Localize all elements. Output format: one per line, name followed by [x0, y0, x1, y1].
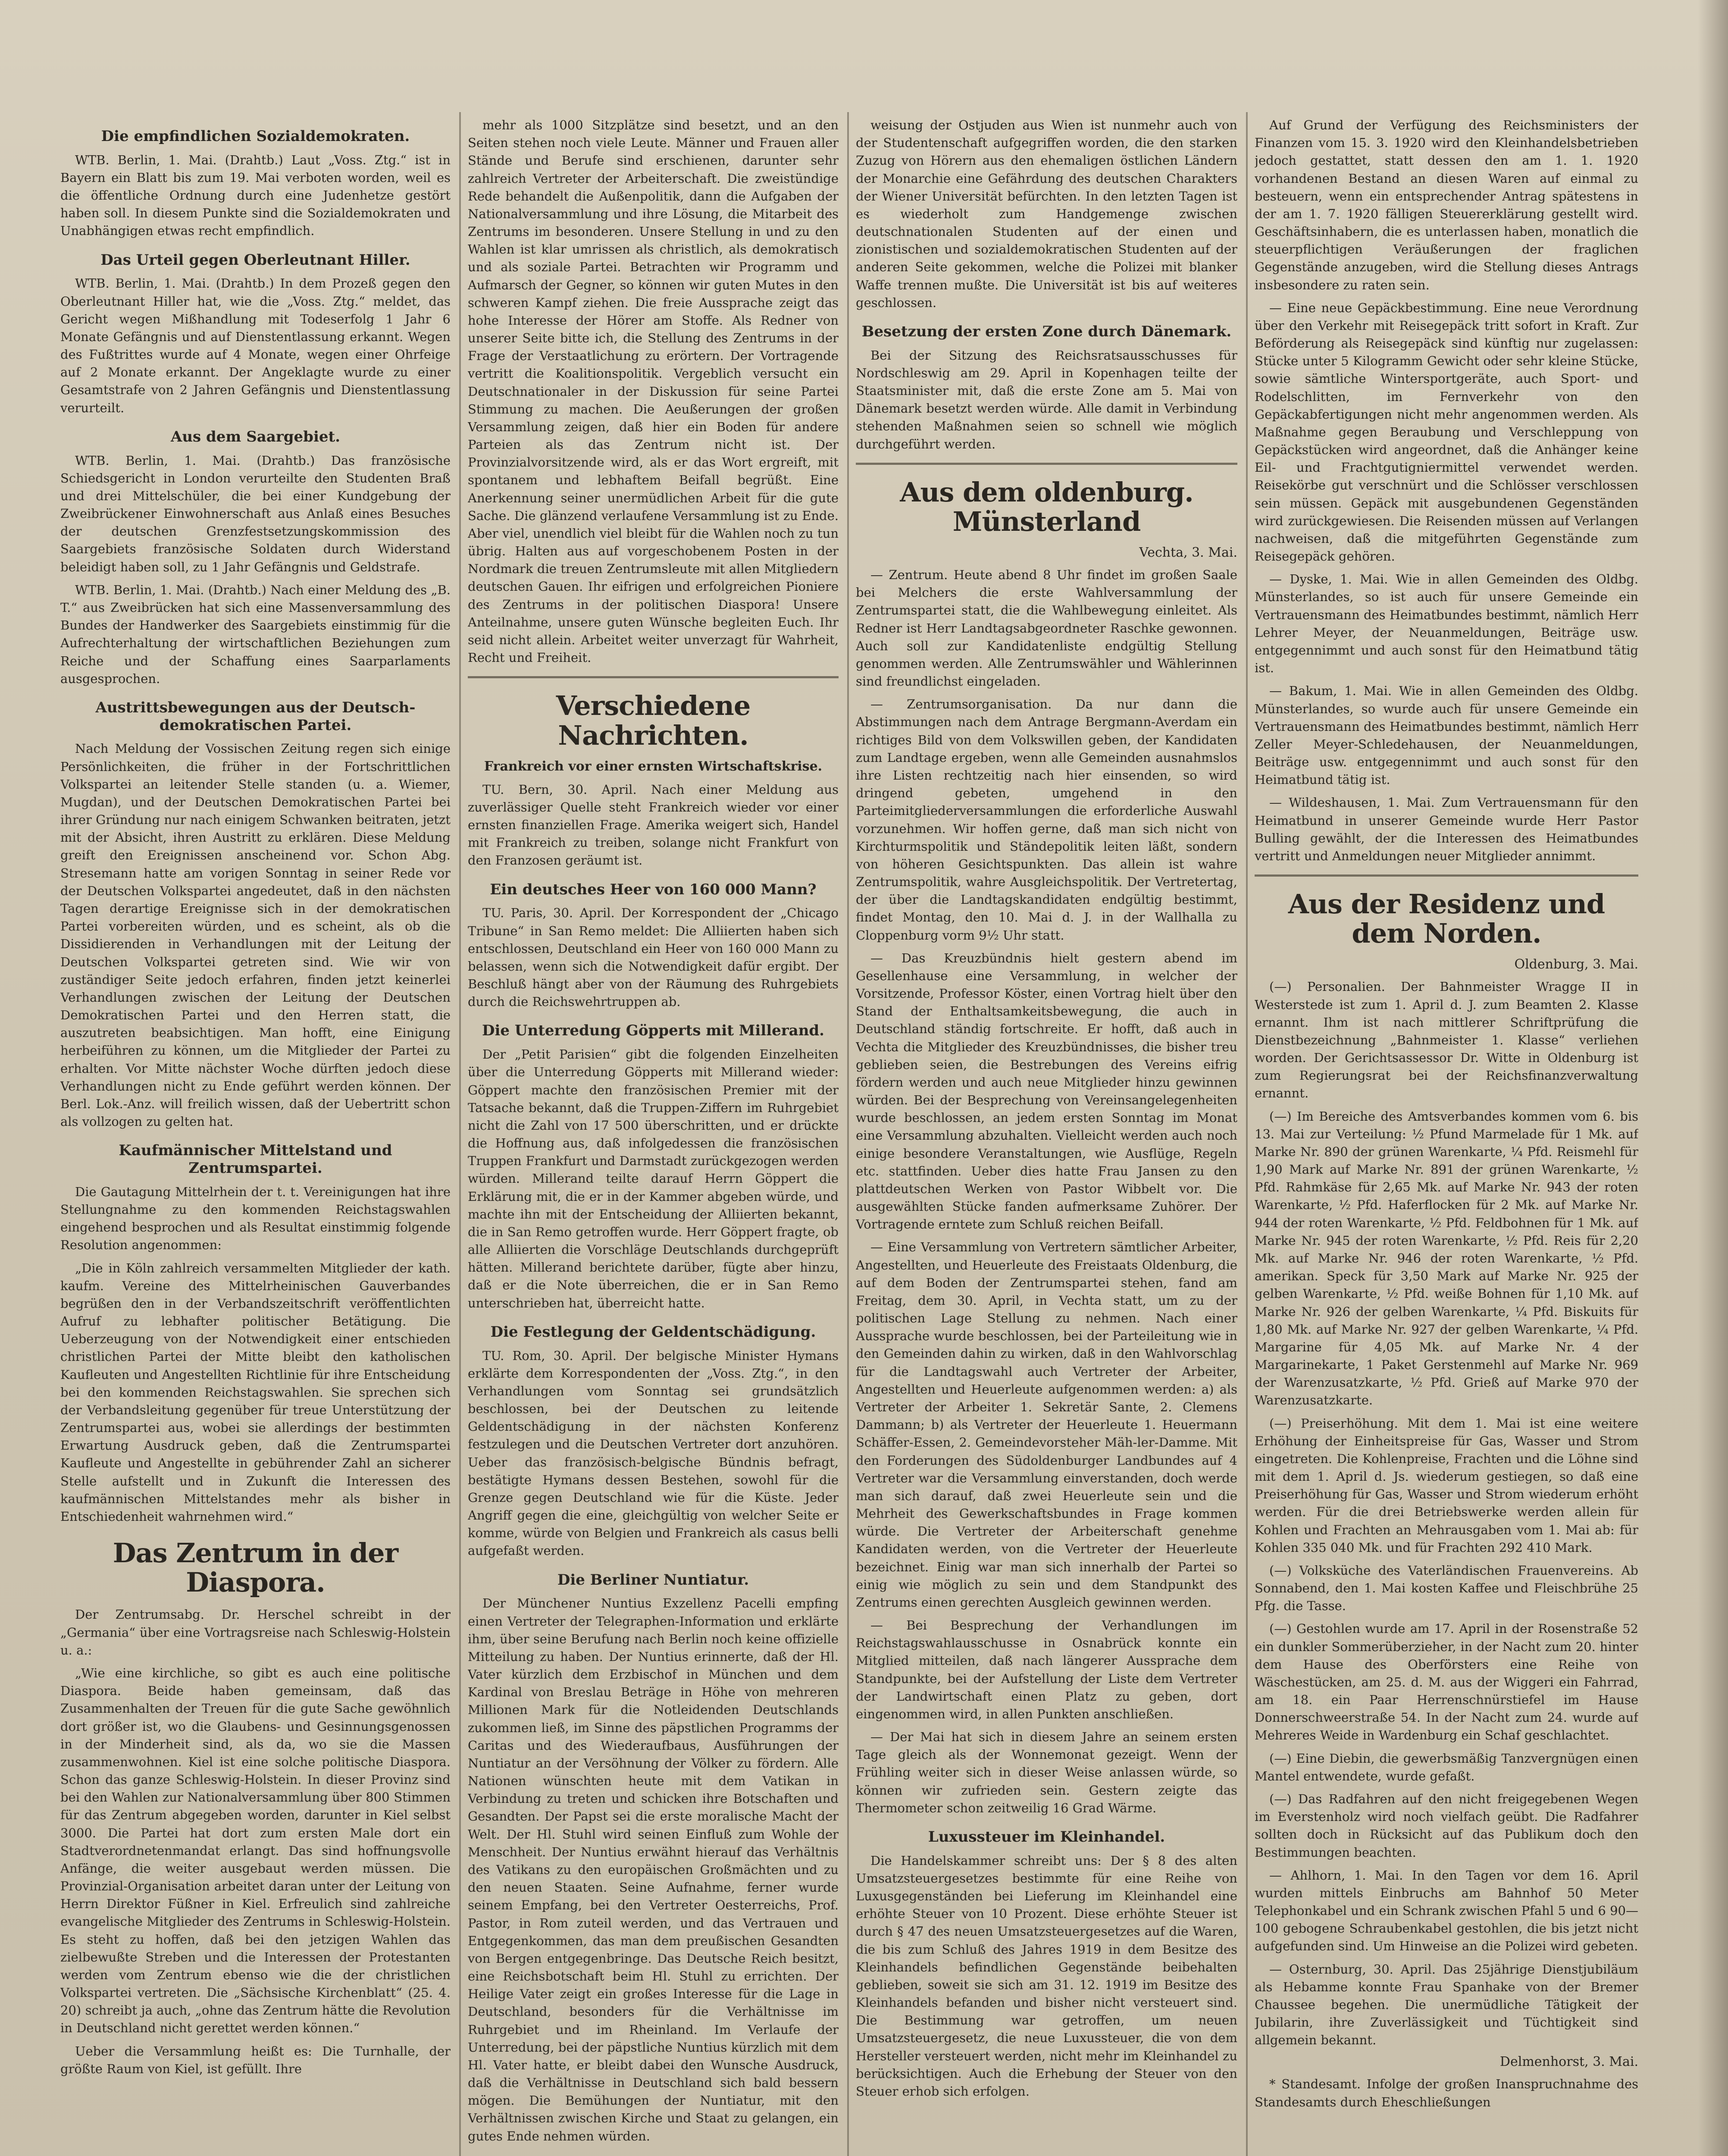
article-paragraph: weisung der Ostjuden aus Wien ist nunmehr auch von der Studentenschaft aufgegriffen worden, die den starken Zuzug von Hörern aus den ehemaligen östlichen Ländern der Monarchie eine Gefährdung des deutschen Charakters der Wiener Universität befürchten. In den letzten Tagen ist es wiederholt zum Handgemenge zwischen deutschnationalen Studenten auf der einen und zionistischen und sozialdemokratischen Studenten auf der anderen Seite gekommen, welche die Polizei mit blanker Waffe trennen mußte. Die Universität ist bis auf weiteres geschlossen. [856, 118, 1237, 310]
article-paragraph: (—) Volksküche des Vaterländischen Frauenvereins. Ab Sonnabend, den 1. Mai kosten Kaffee und Fleischbrühe 25 Pfg. die Tasse. [1255, 1563, 1638, 1614]
column-divider [847, 112, 849, 2156]
article-heading: Aus dem Saargebiet. [170, 428, 341, 445]
article-heading: Die Unterredung Göpperts mit Millerand. [482, 1022, 825, 1040]
article-heading: Das Urteil gegen Oberleutnant Hiller. [100, 251, 410, 269]
article-heading: Die Berliner Nuntiatur. [557, 1571, 749, 1589]
article-paragraph: mehr als 1000 Sitzplätze sind besetzt, und an den Seiten stehen noch viele Leute. Männer und Frauen aller Stände und Berufe sind erschienen, darunter sehr zahlreich Vertreter der Arbeiterschaft. Die zweistündige Rede behandelt die Außenpolitik, dann die Aufgaben der Nationalversammlung und ihre Lösung, die Mitarbeit des Zentrums im besonderen. Unsere Stellung in und zu den Wahlen ist klar umrissen als christlich, als demokratisch und als soziale Partei. Betrachten wir Programm und Aufmarsch der Gegner, so können wir guten Mutes in den schweren Kampf ziehen. Die freie Aussprache zeigt das hohe Interesse der Hörer am Stoffe. Als Redner von unserer Seite bitte ich, die Stellung des Zentrums in der Frage der Verstaatlichung zu erörtern. Der Vortragende vertritt die Koalitionspolitik. Vergeblich versucht ein Deutschnationaler in der Diskussion für seine Partei Stimmung zu machen. Die Aeußerungen der großen Versammlung zeigen, daß hier ein Boden für andere Parteien als das Zentrum nicht ist. Der Provinzialvorsitzende wird, als er das Wort ergreift, mit spontanem und lebhaftem Beifall begrüßt. Eine Anerkennung seiner unermüdlichen Arbeit für die gute Sache. Die glänzend verlaufene Versammlung ist zu Ende. Aber viel, unendlich viel bleibt für die Wahlen noch zu tun übrig. Halten aus auf vorgeschobenem Posten in der Nordmark die treuen Zentrumsleute mit allen Mitgliedern deutschen Gauen. Ihr eifrigen und erfolgreichen Pioniere des Zentrums in der politischen Diaspora! Unsere Anteilnahme, unsere guten Wünsche begleiten Euch. Ihr seid nicht allein. Arbeitet weiter unverzagt für Wahrheit, Recht und Freiheit. [468, 118, 839, 665]
article-paragraph: WTB. Berlin, 1. Mai. (Drahtb.) In dem Prozeß gegen den Oberleutnant Hiller hat, wie die „Voss. Ztg.“ meldet, das Gericht wegen Mißhandlung mit Todeserfolg 1 Jahr 6 Monate Gefängnis und auf Dienstentlassung erkannt. Wegen des Fußtrittes wurde auf 4 Monate, wegen einer Ohrfeige auf 2 Monate erkannt. Der Angeklagte wurde zu einer Gesamtstrafe von 2 Jahren Gefängnis und Dienstentlassung verurteilt. [60, 276, 451, 415]
article-paragraph: — Zentrum. Heute abend 8 Uhr findet im großen Saale bei Melchers die erste Wahlversammlung der Zentrumspartei statt, die die Wahlbewegung einleitet. Als Redner ist Herr Landtagsabgeordneter Raschke gewonnen. Auch soll zur Kandidatenliste endgültig Stellung genommen werden. Alle Zentrumswähler und Wählerinnen sind freundlichst eingeladen. [856, 567, 1237, 689]
page-shadow [1698, 0, 1728, 2156]
article-paragraph: — Ahlhorn, 1. Mai. In den Tagen vor dem 16. April wurden mittels Einbruchs am Bahnhof 50 Meter Telephonkabel und ein Schrank zwischen Pfahl 5 und 6 90—100 gebogene Schraubenkabel gestohlen, die bis jetzt nicht aufgefunden sind. Um Hinweise an die Polizei wird gebeten. [1255, 1868, 1638, 1954]
article-paragraph: — Zentrumsorganisation. Da nur dann die Abstimmungen nach dem Antrage Bergmann-Averdam ein richtiges Bild von dem Volkswillen geben, der Kandidaten zum Landtage ergeben, wenn alle Gemeinden ausnahmslos ihre Listen rechtzeitig nach hier einsenden, so wird dringend gebeten, umgehend in den Parteimitgliederversammlungen die erforderliche Auswahl vorzunehmen. Wir hoffen gerne, daß man sich nicht von Kirchturmspolitik und Ständepolitik leiten läßt, sondern von höheren Gesichtspunkten. Das allein ist wahre Zentrumspolitik, wahre Ausgleichspolitik. Der Vertretertag, der über die Landtagskandidaten endgültig bestimmt, findet Montag, den 10. Mai d. J. in der Wallhalla zu Cloppenburg vorm 9½ Uhr statt. [856, 697, 1237, 943]
article-paragraph: WTB. Berlin, 1. Mai. (Drahtb.) Das französische Schiedsgericht in London verurteilte den Studenten Braß und drei Mittelschüler, die bei einer Kundgebung der Zweibrückener Einwohnerschaft aus Anlaß eines Besuches der deutschen Grenzfestsetzungskommission des Saargebiets französische Soldaten durch Widerstand beleidigt haben soll, zu 1 Jahr Gefängnis und Geldstrafe. [60, 453, 451, 574]
article-paragraph: Nach Meldung der Vossischen Zeitung regen sich einige Persönlichkeiten, die früher in der Fortschrittlichen Volkspartei an leitender Stelle standen (u. a. Wiemer, Mugdan), und der Deutschen Demokratischen Partei bei ihrer Gründung nur nach einigem Schwanken beitraten, jetzt mit der Absicht, ihren Austritt zu erklären. Diese Meldung greift den Ereignissen anscheinend vor. Schon Abg. Stresemann hatte am vorigen Sonntag in seiner Rede vor der Deutschen Volkspartei angedeutet, daß in den nächsten Tagen derartige Ereignisse sich in der demokratischen Partei vorbereiten würden, und es scheint, als ob die Dissidierenden in Verhandlungen mit der Leitung der Deutschen Volkspartei getreten sind. Wie wir von zuständiger Seite jedoch erfahren, finden jetzt keinerlei Verhandlungen zwischen der Leitung der Deutschen Demokratischen Partei und den Herren statt, die auszutreten beabsichtigen. Man hofft, eine Einigung herbeiführen zu können, um die Mitglieder der Partei zu erhalten. Vor Mitte nächster Woche dürften jedoch diese Verhandlungen nicht zu Ende geführt werden können. Der Berl. Lok.-Anz. will freilich wissen, daß der Uebertritt schon als vollzogen zu gelten hat. [60, 741, 451, 1129]
article-paragraph: — Das Kreuzbündnis hielt gestern abend im Gesellenhause eine Versammlung, in welcher der Vorsitzende, Professor Köster, einen Vortrag hielt über den Stand der Enthaltsamkeitsbewegung, die auch in Deutschland ständig fortschreite. Er hofft, daß auch in Vechta die Mitglieder des Kreuzbündnisses, die bisher treu geblieben seien, die Bestrebungen des Vereins eifrig fördern werden und auch neue Mitglieder hinzu gewinnen würden. Bei der Besprechung von Vereinsangelegenheiten wurde beschlossen, an jedem ersten Sonntag im Monat eine Versammlung abzuhalten. Vielleicht werden auch noch einige besondere Veranstaltungen, wie Ausflüge, Regeln etc. stattfinden. Ueber dies hatte Frau Jansen zu den plattdeutschen Werken von Pastor Wibbelt vor. Die ausgewählten Stücke fanden aufmerksame Zuhörer. Der Vortragende erntete zum Schluß reichen Beifall. [856, 950, 1237, 1232]
column-1 [60, 116, 451, 2156]
article-paragraph: — Wildeshausen, 1. Mai. Zum Vertrauensmann für den Heimatbund in unserer Gemeinde wurde Herr Pastor Bulling gewählt, der die Interessen des Heimatbundes vertritt und Anmeldungen neuer Mitglieder annimmt. [1255, 795, 1638, 863]
column-3 [856, 116, 1237, 2156]
article-heading: Kaufmännischer Mittelstand und Zentrumspartei. [119, 1142, 392, 1177]
article-paragraph: (—) Im Bereiche des Amtsverbandes kommen vom 6. bis 13. Mai zur Verteilung: ½ Pfund Marmelade für 1 Mk. auf Marke Nr. 890 der grünen Warenkarte, ¼ Pfd. Reismehl für 1,90 Mark auf Marke Nr. 891 der grünen Warenkarte, ½ Pfd. Rahmkäse für 2,65 Mk. auf Marke Nr. 943 der roten Warenkarte, ½ Pfd. Haferflocken für 2 Mk. auf Marke Nr. 944 der roten Warenkarte, ½ Pfd. Feldbohnen für 1 Mk. auf Marke Nr. 945 der roten Warenkarte, ½ Pfd. Reis für 2,20 Mk. auf Marke Nr. 946 der roten Warenkarte, ½ Pfd. amerikan. Speck für 3,50 Mark auf Marke Nr. 925 der gelben Warenkarte, ½ Pfd. weiße Bohnen für 1,10 Mk. auf Marke Nr. 926 der gelben Warenkarte, ¼ Pfd. Biskuits für 1,80 Mk. auf Marke Nr. 927 der gelben Warenkarte, ¼ Pfd. Margarine für 4,05 Mk. auf Marke Nr. 4 der Margarinekarte, 1 Paket Gerstenmehl auf Marke Nr. 969 der Warenzusatzkarte, ½ Pfd. Grieß auf Marke 970 der Warenzusatzkarte. [1255, 1109, 1638, 1408]
article-paragraph: WTB. Berlin, 1. Mai. (Drahtb.) Nach einer Meldung des „B. T.“ aus Zweibrücken hat sich eine Massenversammlung des Bundes der Handwerker des Saargebiets einstimmig für die Aufrechterhaltung der wirtschaftlichen Beziehungen zum Reiche und der Schaffung eines Saarparlaments ausgesprochen. [60, 582, 451, 686]
column-4 [1255, 116, 1638, 2156]
article-subheading: Frankreich vor einer ernsten Wirtschaftskrise. [484, 758, 823, 774]
section-heading: Das Zentrum in der Diaspora. [113, 1537, 398, 1598]
article-paragraph: WTB. Berlin, 1. Mai. (Drahtb.) Laut „Voss. Ztg.“ ist in Bayern ein Blatt bis zum 19. Mai verboten worden, weil es die öffentliche Ordnung durch eine Judenhetze gestört haben soll. In diesem Punkte sind die Sozialdemokraten und Unabhängigen etwas recht empfindlich. [60, 152, 451, 238]
article-paragraph: Die Gautagung Mittelrhein der t. t. Vereinigungen hat ihre Stellungnahme zu den kommenden Reichstagswahlen eingehend besprochen und als Resultat einstimmig folgende Resolution angenommen: [60, 1184, 451, 1253]
article-paragraph: * Standesamt. Infolge der großen Inanspruchnahme des Standesamts durch Eheschließungen [1255, 2077, 1638, 2109]
article-paragraph: „Wie eine kirchliche, so gibt es auch eine politische Diaspora. Beide haben gemeinsam, daß das Zusammenhalten der Treuen für die gute Sache gewöhnlich dort größer ist, wo die Glaubens- und Gesinnungsgenossen in der Minderheit sind, als da, wo sie die Massen zusammenwohnen. Kiel ist eine solche politische Diaspora. Schon das ganze Schleswig-Holstein. In dieser Provinz sind bei den Wahlen zur Nationalversammlung über 800 Stimmen für das Zentrum abgegeben worden, darunter in Kiel selbst 3000. Die Partei hat dort zum ersten Male dort ein Stadtverordnetenmandat erlangt. Das sind hoffnungsvolle Anfänge, die weiter ausgebaut werden müssen. Die Provinzial-Organisation arbeitet daran unter der Leitung von Herrn Direktor Füßner in Kiel. Erfreulich sind zahlreiche evangelische Mitglieder des Zentrums in Schleswig-Holstein. Es steht zu hoffen, daß bei den jetzigen Wahlen das zielbewußte Streben und die Interessen der Protestanten werden vom Zentrum ebenso wie die der christlichen Volkspartei vertreten. Die „Sächsische Kirchenblatt“ (25. 4. 20) schreibt ja auch, „ohne das Zentrum hätte die Revolution in Deutschland nicht gerettet werden können.“ [60, 1665, 451, 2036]
section-heading: Aus der Residenz und dem Norden. [1288, 888, 1605, 950]
article-paragraph: Der „Petit Parisien“ gibt die folgenden Einzelheiten über die Unterredung Göpperts mit Millerand wieder: Göppert machte den französischen Premier mit der Tatsache bekannt, daß die Truppen-Ziffern im Ruhrgebiet nicht die Zahl von 17 500 überschritten, und er drückte die Hoffnung aus, daß infolgedessen die französischen Truppen Frankfurt und Darmstadt zurückgezogen werden würden. Millerand teilte darauf Herrn Göppert die Erklärung mit, die er in der Kammer abgeben würde, und machte ihn mit der Entscheidung der Alliierten bekannt, die in San Remo getroffen wurde. Herr Göppert fragte, ob alle Alliierten die Vorschläge Deutschlands durchgeprüft hätten. Millerand berichtete darüber, fügte aber hinzu, daß er die Note überreichen, die er in San Remo unterschrieben hat, überreicht hatte. [468, 1047, 839, 1310]
article-paragraph: TU. Bern, 30. April. Nach einer Meldung aus zuverlässiger Quelle steht Frankreich wieder vor einer ernsten finanziellen Frage. Amerika weigert sich, Handel mit Frankreich zu treiben, solange nicht Frankfurt von den Franzosen geräumt ist. [468, 782, 839, 868]
article-paragraph: — Eine neue Gepäckbestimmung. Eine neue Verordnung über den Verkehr mit Reisegepäck tritt sofort in Kraft. Zur Beförderung als Reisegepäck sind künftig nur zugelassen: Stücke unter 5 Kilogramm Gewicht oder sehr kleine Stücke, sowie sämtliche Wintersportgeräte, auch Sport- und Rodelschlitten, im Fernverkehr von den Gepäckabfertigungen nicht mehr angenommen werden. Als Maßnahme gegen Beraubung und Verschleppung von Gepäckstücken wird angeordnet, daß die Anhänger keine Eil- und Frachtgutigniermittel verwendet werden. Reisekörbe gut verschnürt und die Schlösser verschlossen sein müssen. Gepäck mit ausgebundenen Gegenständen wird zurückgewiesen. Die Reisenden müssen auf Verlangen nachweisen, daß die mitgeführten Gegenstände zum Reisegepäck gehören. [1255, 300, 1638, 564]
column-divider [1246, 112, 1248, 2156]
dateline: Vechta, 3. Mai. [1139, 545, 1237, 561]
article-paragraph: (—) Das Radfahren auf den nicht freigegebenen Wegen im Everstenholz wird noch vielfach geübt. Die Radfahrer sollten doch in Rücksicht auf das Publikum doch den Bestimmungen beachten. [1255, 1791, 1638, 1860]
article-heading: Luxussteuer im Kleinhandel. [928, 1828, 1165, 1846]
article-paragraph: (—) Gestohlen wurde am 17. April in der Rosenstraße 52 ein dunkler Sommerüberzieher, in der Nacht zum 20. hinter dem Hause des Oberförsters eine Reihe von Wäschestücken, am 25. d. M. aus der Wiggeri ein Fahrrad, am 18. ein Paar Herrenschnürstiefel im Hause Donnerschweerstraße 54. In der Nacht zum 24. wurde auf Mehreres Weide in Wardenburg ein Schaf geschlachtet. [1255, 1621, 1638, 1743]
section-rule [1255, 874, 1638, 877]
article-paragraph: — Eine Versammlung von Vertretern sämtlicher Arbeiter, Angestellten, und Heuerleute des Freistaats Oldenburg, die auf dem Boden der Zentrumspartei stehen, fand am Freitag, dem 30. April, in Vechta statt, um zu der politischen Lage Stellung zu nehmen. Nach einer Aussprache wurde beschlossen, bei der Parteileitung wie in den Gemeinden dahin zu wirken, daß in den Wahlvorschlag für die Landtagswahl auch Vertreter der Arbeiter, Angestellten und Heuerleute aufgenommen werden: a) als Vertreter der Arbeiter 1. Sekretär Sante, 2. Clemens Dammann; b) als Vertreter der Heuerleute 1. Heuermann Schäffer-Essen, 2. Gemeindevorsteher Mäh-ler-Damme. Mit den Forderungen des Südoldenburger Landbundes auf 4 Vertreter war die Versammlung einverstanden, doch werde man sich darauf, daß zwei Heuerleute sein und die Mehrheit des Gewerkschaftsbundes in Frage kommen würde. Die Vertreter der Arbeiterschaft genehme Kandidaten werden, von die Vertreter der Heuerleute bezeichnet. Einig war man sich innerhalb der Partei so einig wie möglich zu sein und dem Standpunkt des Zentrums einen gerechten Ausgleich gewinnen werden. [856, 1240, 1237, 1610]
article-paragraph: TU. Paris, 30. April. Der Korrespondent der „Chicago Tribune“ in San Remo meldet: Die Alliierten haben sich entschlossen, Deutschland ein Heer von 160 000 Mann zu belassen, wenn sich die Notwendigkeit dafür ergibt. Der Beschluß hängt aber von der Räumung des Ruhrgebiets durch die Reichswehrtruppen ab. [468, 906, 839, 1009]
dateline: Delmenhorst, 3. Mai. [1499, 2054, 1638, 2070]
article-paragraph: Die Handelskammer schreibt uns: Der § 8 des alten Umsatzsteuergesetzes bestimmte für eine Reihe von Luxusgegenständen bei Lieferung im Kleinhandel eine erhöhte Steuer von 10 Prozent. Diese erhöhte Steuer ist durch § 47 des neuen Umsatzsteuergesetzes auf die Waren, die bis zum Schluß des Jahres 1919 in dem Besitze des Kleinhandels befindlichen Gegenstände beibehalten geblieben, soweit sie sich am 31. 12. 1919 im Besitze des Kleinhandels befanden und bisher nicht versteuert sind. Die Bestimmung war getroffen, um neuen Umsatzsteuergesetz, die neue Luxussteuer, die von dem Hersteller versteuert werden, nicht mehr im Kleinhandel zu berücksichtigen. Auch die Erhebung der Steuer von den Steuer erhob sich erfolgen. [856, 1853, 1237, 2099]
article-paragraph: — Dyske, 1. Mai. Wie in allen Gemeinden des Oldbg. Münsterlandes, so ist auch für unsere Gemeinde ein Vertrauensmann des Heimatbundes bestimmt, nämlich Herr Lehrer Meyer, der Neuanmeldungen, Beiträge usw. entgegennimmt und auch sonst für den Heimatbund tätig ist. [1255, 572, 1638, 676]
article-heading: Die Festlegung der Geldentschädigung. [490, 1323, 816, 1341]
article-heading: Besetzung der ersten Zone durch Dänemark. [861, 323, 1232, 340]
article-heading: Ein deutsches Heer von 160 000 Mann? [490, 881, 817, 898]
section-heading: Verschiedene Nachrichten. [556, 690, 751, 751]
article-heading: Die empfindlichen Sozialdemokraten. [101, 128, 410, 145]
column-2 [468, 116, 839, 2156]
article-paragraph: Ueber die Versammlung heißt es: Die Turnhalle, der größte Raum von Kiel, ist gefüllt. Ihre [60, 2043, 451, 2076]
article-paragraph: (—) Preiserhöhung. Mit dem 1. Mai ist eine weitere Erhöhung der Einheitspreise für Gas, Wasser und Strom eingetreten. Die Kohlenpreise, Frachten und die Löhne sind mit dem 1. April d. Js. wiederum gestiegen, so daß eine Preiserhöhung für Gas, Wasser und Strom wiederum erhöht werden. Für die drei Betriebswerke werden allein für Kohlen und Frachten an Mehrausgaben vom 1. Mai ab: für Kohlen 335 040 Mk. und für Frachten 292 410 Mark. [1255, 1416, 1638, 1555]
article-paragraph: „Die in Köln zahlreich versammelten Mitglieder der kath. kaufm. Vereine des Mittelrheinischen Gauverbandes begrüßen den in der Verbandszeitschrift veröffentlichten Aufruf zu lebhafter politischer Betätigung. Die Ueberzeugung von der Notwendigkeit einer entschieden christlichen Partei der Mitte bleibt den katholischen Kaufleuten und Angestellten Richtlinie für ihre Entscheidung bei den kommenden Reichstagswahlen. Sie sprechen sich der Verbandsleitung gegenüber für treue Unterstützung der Zentrumspartei aus, wobei sie allerdings der bestimmten Erwartung Ausdruck geben, daß die Zentrumspartei Kaufleute und Angestellte in gebührender Zahl an sicherer Stelle aufstellt und in Zukunft die Interessen des kaufmännischen Mittelstandes mehr als bisher in Entschiedenheit wahrnehmen wird.“ [60, 1260, 451, 1524]
dateline: Oldenburg, 3. Mai. [1514, 957, 1638, 972]
article-paragraph: TU. Rom, 30. April. Der belgische Minister Hymans erklärte dem Korrespondenten der „Voss. Ztg.“, in den Verhandlungen vom Sonntag sei grundsätzlich beschlossen, bei der Deutschen zu leitende Geldentschädigung in der nächsten Konferenz festzulegen und die Deutschen Vertreter dort anzuhören. Ueber das französisch-belgische Bündnis befragt, bestätigte Hymans dessen Bestehen, sowohl für die Grenze gegen Deutschland wie für die Küste. Jeder Angriff gegen die eine, gleichgültig von welcher Seite er komme, würde von Belgien und Frankreich als casus belli aufgefaßt werden. [468, 1348, 839, 1558]
article-paragraph: — Osternburg, 30. April. Das 25jährige Dienstjubiläum als Hebamme konnte Frau Spanhake von der Bremer Chaussee begehen. Die unermüdliche Tätigkeit der Jubilarin, ihre Zuverlässigkeit und Tüchtigkeit sind allgemein bekannt. [1255, 1962, 1638, 2048]
article-paragraph: Der Münchener Nuntius Exzellenz Pacelli empfing einen Vertreter der Telegraphen-Information und erklärte ihm, über seine Berufung nach Berlin noch keine offizielle Mitteilung zu haben. Der Nuntius erinnerte, daß der Hl. Vater kürzlich dem Erzbischof in München und dem Kardinal von Breslau Beträge in Höhe von mehreren Millionen Mark für die Notleidenden Deutschlands zukommen ließ, im Sinne des päpstlichen Programms der Caritas und des Wiederaufbaus, Ausführungen der Nuntiatur an der Versöhnung der Völker zu fördern. Alle Nationen wünschten heute mit dem Vatikan in Verbindung zu treten und schicken ihre Botschaften und Gesandten. Der Papst sei die erste moralische Macht der Welt. Der Hl. Stuhl wird seinen Einfluß zum Wohle der Menschheit. Der Nuntius erwähnt hierauf das Verhältnis des Vatikans zu den europäischen Großmächten und zu den neuen Staaten. Seine Aufnahme, ferner wurde seinem Empfang, bei den Vertreter Oesterreichs, Prof. Pastor, in Rom zuteil werden, und das Vertrauen und Entgegenkommen, das man dem preußischen Gesandten von Bergen entgegenbringe. Das Deutsche Reich besitzt, eine Reichsbotschaft beim Hl. Stuhl zu errichten. Der Heilige Vater zeigt ein großes Interesse für die Lage in Deutschland, besonders für die Verhältnisse im Ruhrgebiet und im Rheinland. Im Verlaufe der Unterredung, bei der päpstliche Nuntius kürzlich mit dem Hl. Vater hatte, er bleibt dabei den Wunsche Ausdruck, daß die Verhältnisse in Deutschland sich bald bessern mögen. Die Bemühungen der Nuntiatur, mit den Verhältnissen zwischen Kirche und Staat zu gelangen, ein gutes Ende nehmen würden. [468, 1596, 839, 2143]
article-paragraph: Auf Grund der Verfügung des Reichsministers der Finanzen vom 15. 3. 1920 wird den Kleinhandelsbetrieben jedoch gestattet, statt dessen den am 1. 1. 1920 vorhandenen Bestand an diesen Waren auf einmal zu besteuern, wenn ein entsprechender Antrag spätestens in der am 1. 7. 1920 fälligen Steuererklärung gestellt wird. Geschäftsinhabern, die es unterlassen haben, monatlich die steuerpflichtigen Veräußerungen der fraglichen Gegenstände anzugeben, wird die Stellung dieses Antrags insbesondere zu raten sein. [1255, 118, 1638, 292]
article-paragraph: — Der Mai hat sich in diesem Jahre an seinem ersten Tage gleich als der Wonnemonat gezeigt. Wenn der Frühling weiter sich in dieser Weise anlassen würde, so können wir zufrieden sein. Gestern zeigte das Thermometer schon zeitweilig 16 Grad Wärme. [856, 1730, 1237, 1815]
section-heading: Aus dem oldenburg. Münsterland [900, 476, 1193, 537]
article-paragraph: (—) Eine Diebin, die gewerbsmäßig Tanzvergnügen einen Mantel entwendete, wurde gefaßt. [1255, 1751, 1638, 1783]
article-paragraph: (—) Personalien. Der Bahnmeister Wragge II in Westerstede ist zum 1. April d. J. zum Beamten 2. Klasse ernannt. Ihm ist nach mittlerer Schriftprüfung die Dienstbezeichnung „Bahnmeister 1. Klasse“ verliehen worden. Der Gerichtsassessor Dr. Witte in Oldenburg ist zum Regierungsrat bei der Reichsfinanzverwaltung ernannt. [1255, 979, 1638, 1101]
section-rule [856, 463, 1237, 465]
column-divider [459, 112, 461, 2156]
article-paragraph: Bei der Sitzung des Reichsratsausschusses für Nordschleswig am 29. April in Kopenhagen teilte der Staatsminister mit, daß die erste Zone am 5. Mai von Dänemark besetzt werden würde. Alle damit in Verbindung stehenden Maßnahmen seien so schnell wie möglich durchgeführt werden. [856, 348, 1237, 451]
article-paragraph: Der Zentrumsabg. Dr. Herschel schreibt in der „Germania“ über eine Vortragsreise nach Schleswig-Holstein u. a.: [60, 1607, 451, 1658]
section-rule [468, 676, 839, 678]
article-paragraph: — Bakum, 1. Mai. Wie in allen Gemeinden des Oldbg. Münsterlandes, so wurde auch für unsere Gemeinde ein Vertrauensmann des Heimatbundes bestimmt, nämlich Herr Zeller Meyer-Schledehausen, der Neuanmeldungen, Beiträge usw. entgegennimmt und auch sonst für den Heimatbund tätig ist. [1255, 683, 1638, 787]
article-heading: Austrittsbewegungen aus der Deutsch-demokratischen Partei. [95, 699, 416, 734]
article-paragraph: — Bei Besprechung der Verhandlungen im Reichstagswahlausschusse in Osnabrück konnte ein Mitglied mitteilen, daß nach längerer Aussprache dem Standpunkte, bei der Aufstellung der Liste dem Vertreter der Landwirtschaft einen Platz zu geben, dort eingenommen wird, in allen Punkten anschließen. [856, 1618, 1237, 1721]
